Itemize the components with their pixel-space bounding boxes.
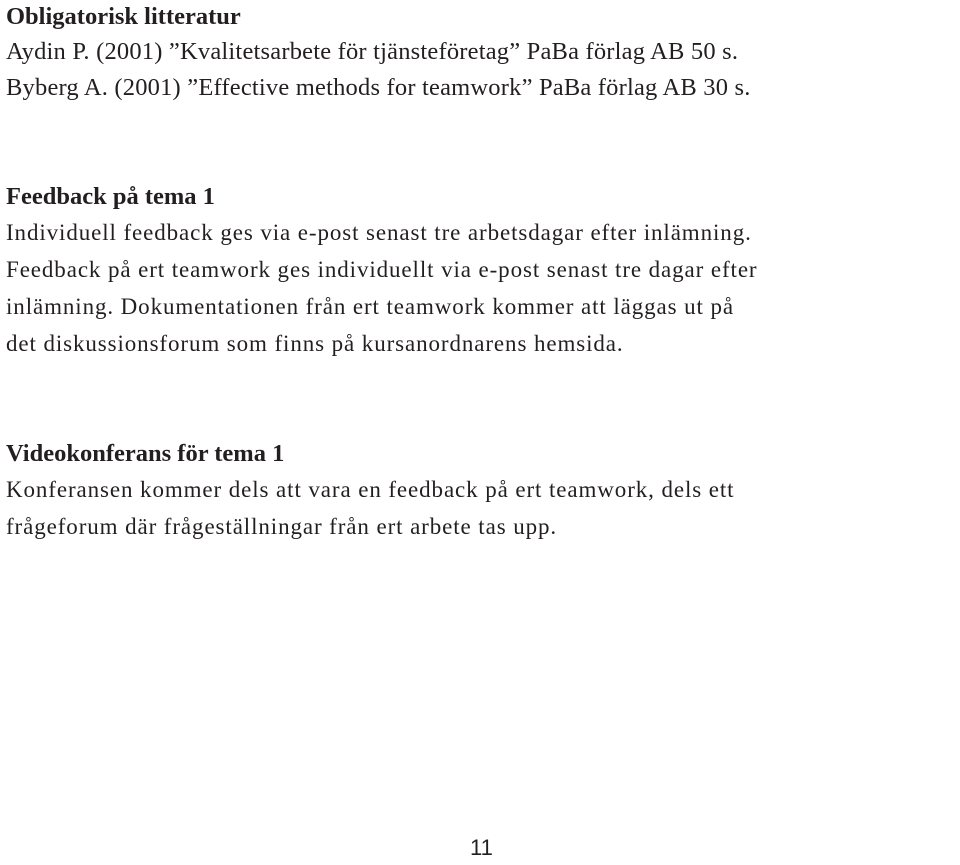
literature-section xyxy=(6,0,751,106)
paragraph-line: Individuell feedback ges via e-post senast tre arbetsdagar efter inlämning. xyxy=(6,220,752,245)
paragraph-line: Konferansen kommer dels att vara en feedback på ert teamwork, dels ett xyxy=(6,477,735,502)
video-conference-heading: Videokonferans för tema 1 xyxy=(6,440,285,467)
feedback-section xyxy=(6,180,758,362)
literature-heading: Obligatorisk litteratur xyxy=(6,3,241,30)
paragraph-line: inlämning. Dokumentationen från ert teamwork kommer att läggas ut på xyxy=(6,294,735,319)
feedback-heading: Feedback på tema 1 xyxy=(6,183,215,210)
video-conference-paragraph xyxy=(6,471,734,545)
paragraph-line: frågeforum där frågeställningar från ert arbete tas upp. xyxy=(6,514,558,539)
feedback-paragraph xyxy=(6,214,758,362)
literature-item: Aydin P. (2001) ”Kvalitetsarbete för tjänsteföretag” PaBa förlag AB 50 s. xyxy=(6,38,739,65)
page-number: 11 xyxy=(470,835,493,860)
paragraph-line: det diskussionsforum som finns på kursanordnarens hemsida. xyxy=(6,331,624,356)
paragraph-line: Feedback på ert teamwork ges individuellt via e-post senast tre dagar efter xyxy=(6,257,758,282)
literature-item: Byberg A. (2001) ”Effective methods for teamwork” PaBa förlag AB 30 s. xyxy=(6,74,751,101)
video-conference-section xyxy=(6,437,734,545)
